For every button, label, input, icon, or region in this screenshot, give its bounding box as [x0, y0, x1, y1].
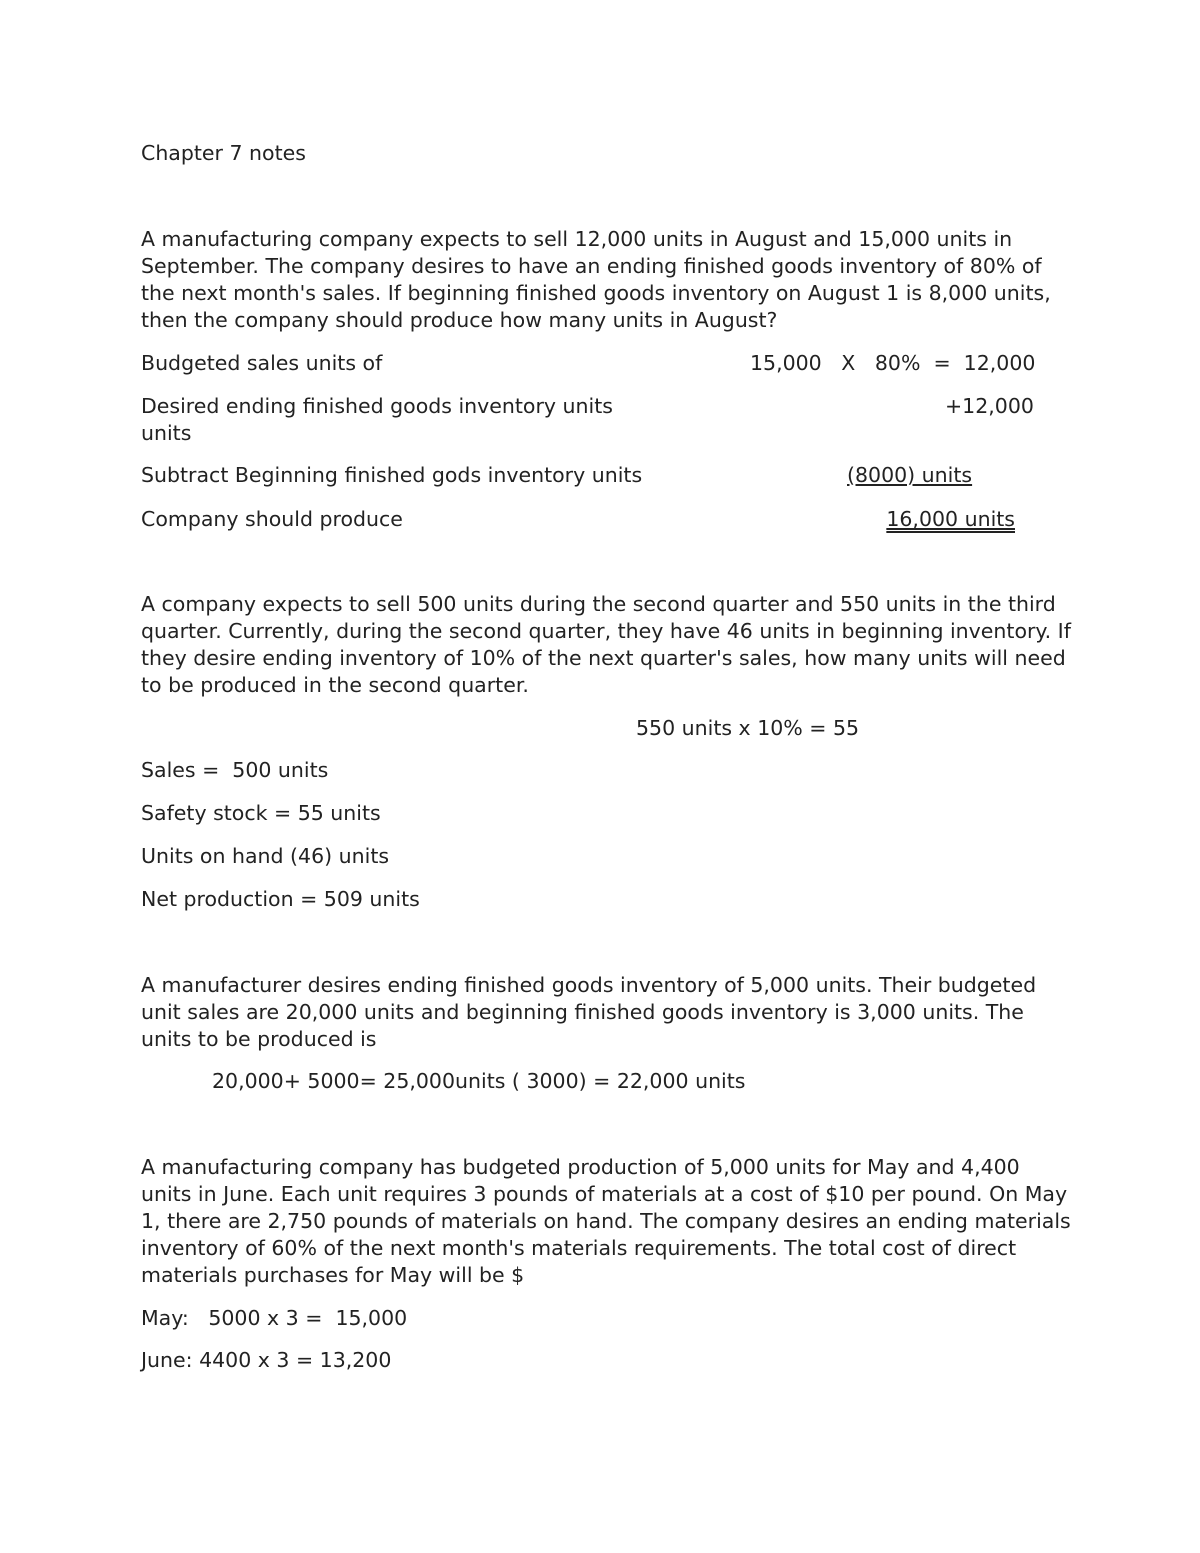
p1-row-produce-value: 16,000 units: [886, 507, 1015, 531]
problem-2-question: A company expects to sell 500 units during the second quarter and 550 units in the third quarter. Currently, during the second quarter, they have 46 units in beginning inventory. If they desire ending inventory of 10% of the next quarter's sales, how many units will need to be produced in the second quarter.: [141, 592, 1071, 697]
p2-calc: 550 units x 10% = 55: [636, 716, 860, 740]
p4-line-june: June: 4400 x 3 = 13,200: [141, 1348, 392, 1372]
p1-row-budgeted-sales-calc: 15,000 X 80% = 12,000: [750, 351, 1036, 375]
p4-line-may: May: 5000 x 3 = 15,000: [141, 1306, 408, 1330]
p3-calc: 20,000+ 5000= 25,000units ( 3000) = 22,000 units: [212, 1069, 746, 1093]
p2-line-net-production: Net production = 509 units: [141, 887, 420, 911]
p1-row-budgeted-sales-label: Budgeted sales units of: [141, 351, 383, 375]
problem-4-question: A manufacturing company has budgeted production of 5,000 units for May and 4,400 units in June. Each unit requires 3 pounds of materials at a cost of $10 per pound. On May 1, there are 2,750 pounds of materials on hand. The company desires an ending materials inventory of 60% of the next month's materials requirements. The total cost of direct materials purchases for May will be $: [141, 1155, 1071, 1287]
p2-line-safety-stock: Safety stock = 55 units: [141, 801, 381, 825]
p1-row-desired-ending-label: Desired ending finished goods inventory units: [141, 394, 613, 418]
p1-row-produce-label: Company should produce: [141, 507, 403, 531]
p1-row-desired-ending-value: +12,000: [945, 394, 1034, 418]
problem-3-question: A manufacturer desires ending finished goods inventory of 5,000 units. Their budgeted unit sales are 20,000 units and beginning finished goods inventory is 3,000 units. The units to be produced is: [141, 973, 1037, 1051]
document-title: Chapter 7 notes: [141, 141, 306, 165]
p2-line-units-on-hand: Units on hand (46) units: [141, 844, 390, 868]
p1-row-beginning-value: (8000) units: [847, 463, 973, 487]
p1-row-beginning-label: Subtract Beginning finished gods inventory units: [141, 463, 643, 487]
p2-line-sales: Sales = 500 units: [141, 758, 329, 782]
p1-row-desired-ending-label-wrap: units: [141, 421, 192, 445]
problem-1-question: A manufacturing company expects to sell 12,000 units in August and 15,000 units in September. The company desires to have an ending finished goods inventory of 80% of the next month's sales. If beginning finished goods inventory on August 1 is 8,000 units, then the company should produce how many units in August?: [141, 227, 1051, 332]
